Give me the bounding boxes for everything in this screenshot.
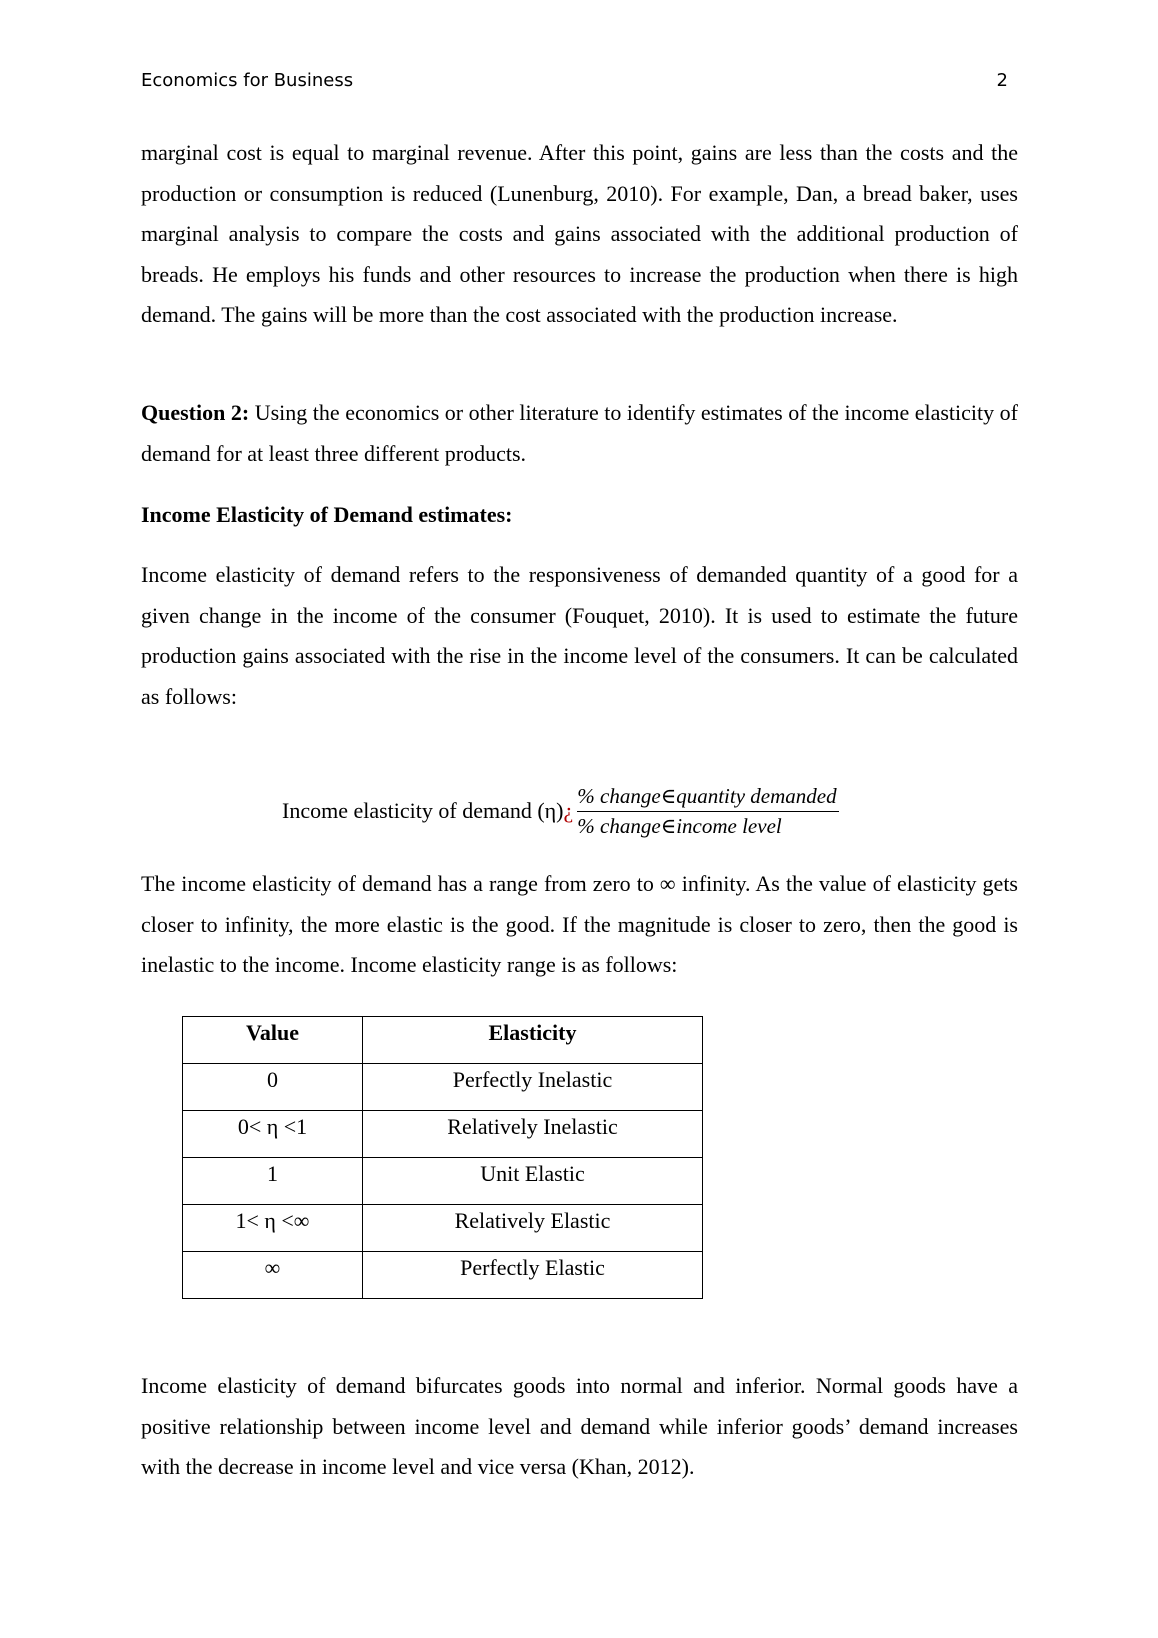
- table-cell-elasticity: Unit Elastic: [363, 1158, 703, 1205]
- section-heading: Income Elasticity of Demand estimates:: [141, 502, 513, 527]
- elasticity-table: [182, 1016, 703, 1299]
- table-header-row: [183, 1017, 703, 1064]
- table-cell-value: 1< η <∞: [183, 1205, 363, 1252]
- paragraph-normal-inferior: Income elasticity of demand bifurcates goods into normal and inferior. Normal goods have a positive relationship between income level and demand while inferior goods’ demand increases with the decrease in income level and vice versa (Khan, 2012).: [141, 1373, 1018, 1479]
- paragraph-definition: Income elasticity of demand refers to the responsiveness of demanded quantity of a good for a given change in the income of the consumer (Fouquet, 2010). It is used to estimate the future production gains associated with the rise in the income level of the consumers. It can be calculated as follows:: [141, 562, 1018, 709]
- table-cell-elasticity: Perfectly Elastic: [363, 1252, 703, 1299]
- elasticity-formula: [282, 783, 839, 839]
- page-number: 2: [996, 70, 1008, 91]
- table-header-elasticity: Elasticity: [363, 1017, 703, 1064]
- table-cell-value: 0< η <1: [183, 1111, 363, 1158]
- formula-label: Income elasticity of demand (η): [282, 798, 564, 823]
- paragraph-marginal-analysis: marginal cost is equal to marginal revenue. After this point, gains are less than the costs and the production or consumption is reduced (Lunenburg, 2010). For example, Dan, a bread baker, uses marginal analysis to compare the costs and gains associated with the additional production of breads. He employs his funds and other resources to increase the production when there is high demand. The gains will be more than the cost associated with the production increase.: [141, 140, 1018, 327]
- formula-fraction: [577, 783, 838, 839]
- table-row: [183, 1158, 703, 1205]
- question-text: Using the economics or other literature to identify estimates of the income elasticity of demand for at least three different products.: [141, 400, 1018, 466]
- table-row: [183, 1064, 703, 1111]
- table-cell-value: 1: [183, 1158, 363, 1205]
- table-cell-value: ∞: [183, 1252, 363, 1299]
- table-cell-elasticity: Perfectly Inelastic: [363, 1064, 703, 1111]
- table-cell-value: 0: [183, 1064, 363, 1111]
- table-row: [183, 1252, 703, 1299]
- formula-denominator: % change∈income level: [577, 814, 782, 838]
- formula-numerator: % change∈quantity demanded: [577, 783, 838, 812]
- formula-glyph: ¿: [563, 798, 574, 823]
- paragraph-range: The income elasticity of demand has a range from zero to ∞ infinity. As the value of elasticity gets closer to infinity, the more elastic is the good. If the magnitude is closer to zero, then the good is inelastic to the income. Income elasticity range is as follows:: [141, 871, 1018, 977]
- running-header-title: Economics for Business: [141, 70, 354, 91]
- table-row: [183, 1205, 703, 1252]
- question-label: Question 2:: [141, 400, 250, 425]
- table-cell-elasticity: Relatively Elastic: [363, 1205, 703, 1252]
- table-row: [183, 1111, 703, 1158]
- question-paragraph: [141, 393, 1018, 474]
- table-cell-elasticity: Relatively Inelastic: [363, 1111, 703, 1158]
- table-header-value: Value: [183, 1017, 363, 1064]
